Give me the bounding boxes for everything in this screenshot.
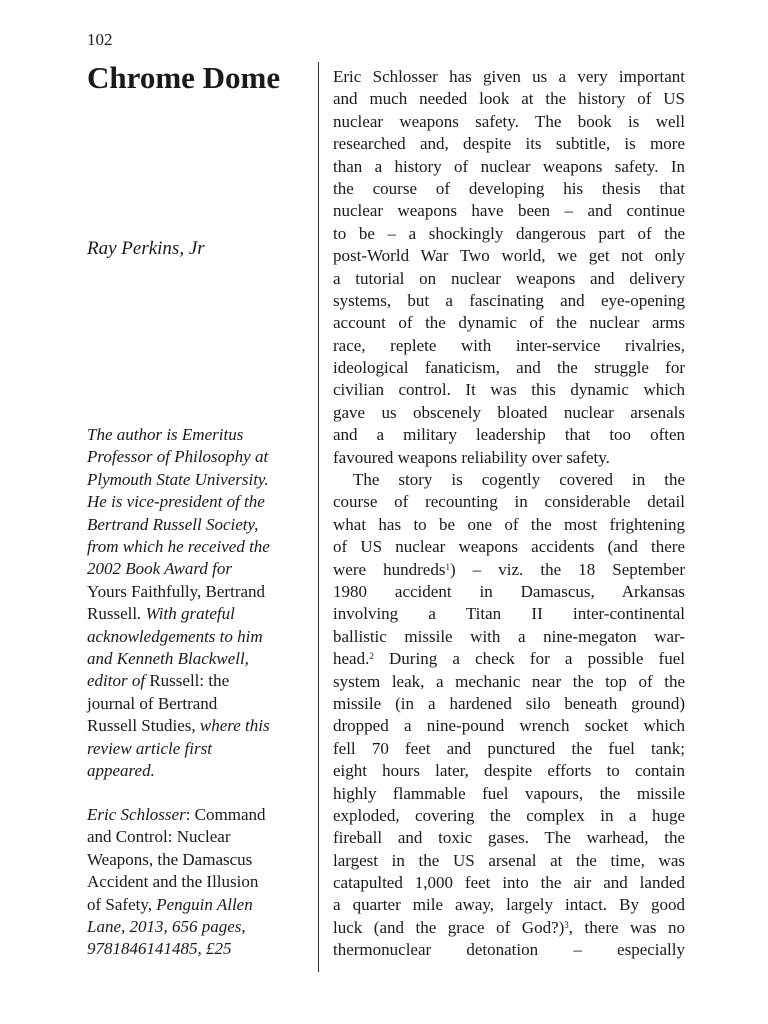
- citation-line: Accident and the Illusion: [87, 872, 259, 892]
- publisher: Penguin Allen: [152, 894, 253, 914]
- body-line: of US nuclear weapons accidents (and there: [333, 537, 685, 557]
- body-line: nuclear weapons safety. The book is well: [333, 111, 685, 131]
- bio-line: Professor of Philosophy at: [87, 447, 269, 467]
- citation-sep: :: [185, 805, 195, 824]
- body-line: course of recounting in considerable detail: [333, 492, 685, 512]
- book-citation: [87, 804, 313, 961]
- body-line: gave us obscenely bloated nuclear arsenals: [333, 402, 685, 422]
- bio-line: The author is Emeritus: [87, 425, 244, 444]
- footnote-ref[interactable]: 1: [445, 561, 450, 572]
- bio-line: journal of Bertrand: [87, 693, 218, 713]
- citation-line: [87, 894, 313, 916]
- page-number: 102: [87, 30, 113, 49]
- body-line: highly flammable fuel vapours, the missile: [333, 783, 685, 803]
- body-line: [333, 917, 685, 939]
- bio-line: from which he received the: [87, 537, 270, 557]
- bio-line: and Kenneth Blackwell,: [87, 649, 249, 669]
- bio-line: [87, 670, 313, 692]
- book-title: of Safety,: [87, 894, 152, 914]
- bio-line: 2002 Book Award for: [87, 559, 232, 579]
- author-name: Ray Perkins, Jr: [87, 238, 205, 259]
- body-line: ballistic missile with a nine-megaton war-: [333, 626, 685, 646]
- book-title: Russell: [87, 604, 138, 624]
- bio-line: He is vice-president of the: [87, 492, 265, 512]
- body-line: the course of developing his thesis that: [333, 178, 685, 198]
- bio-line: acknowledgements to him: [87, 626, 263, 646]
- body-text: , there was no: [568, 917, 685, 937]
- body-line: fell 70 feet and punctured the fuel tank;: [333, 738, 685, 758]
- body-line: a tutorial on nuclear weapons and delivery: [333, 268, 685, 288]
- body-line: system leak, a mechanic near the top of the: [333, 671, 685, 691]
- bio-text: , where this: [191, 716, 270, 736]
- body-line: eight hours later, despite efforts to contain: [333, 761, 685, 781]
- article-title: Chrome Dome: [87, 60, 281, 95]
- body-line: what has to be one of the most frightening: [333, 514, 685, 534]
- body-line: thermonuclear detonation – especially: [333, 940, 685, 960]
- body-text: During a check for a possible fuel: [373, 649, 685, 669]
- article-body: [333, 66, 685, 962]
- body-line: civilian control. It was this dynamic which: [333, 380, 685, 400]
- bio-text: . With grateful: [137, 604, 235, 624]
- body-line: to be – a shockingly dangerous part of the: [333, 223, 685, 243]
- body-line: post-World War Two world, we get not only: [333, 246, 685, 266]
- body-line: [333, 648, 685, 670]
- body-line: The story is cogently covered in the: [353, 470, 685, 490]
- bio-line: [87, 715, 313, 737]
- bio-text: Russell Studies: [87, 716, 192, 736]
- footnote-ref[interactable]: 2: [369, 651, 374, 662]
- body-line: race, replete with inter-service rivalries,: [333, 335, 685, 355]
- body-line: [333, 559, 685, 581]
- bio-line: appeared.: [87, 761, 155, 781]
- body-line: catapulted 1,000 feet into the air and landed: [333, 873, 685, 893]
- bio-line: Bertrand Russell Society,: [87, 514, 259, 534]
- body-line: dropped a nine-pound wrench socket which: [333, 716, 685, 736]
- citation-line: Weapons, the Damascus: [87, 849, 253, 869]
- body-line: than a history of nuclear weapons safety. In: [333, 156, 685, 176]
- citation-line: Lane, 2013, 656 pages,: [87, 917, 246, 937]
- body-line: 1980 accident in Damascus, Arkansas: [333, 581, 685, 601]
- bio-line: Plymouth State University.: [87, 469, 269, 489]
- body-text: luck (and the grace of God?): [333, 917, 565, 937]
- body-line: and much needed look at the history of US: [333, 89, 685, 109]
- bio-line: [87, 603, 313, 625]
- body-line: exploded, covering the complex in a huge: [333, 805, 685, 825]
- citation-line: 9781846141485, £25: [87, 939, 232, 959]
- citation-line: and Control: Nuclear: [87, 827, 231, 847]
- book-author: Eric Schlosser: [87, 805, 186, 824]
- body-line: account of the dynamic of the nuclear arms: [333, 313, 685, 333]
- body-line: Eric Schlosser has given us a very important: [333, 67, 685, 86]
- body-text: head.: [333, 649, 370, 669]
- body-text: ) – viz. the 18 September: [449, 559, 685, 579]
- body-line: a quarter mile away, largely intact. By good: [333, 895, 685, 915]
- bio-text: : the: [199, 671, 230, 691]
- body-line: systems, but a fascinating and eye-opening: [333, 290, 685, 310]
- journal-name: Russell: [145, 671, 200, 691]
- bio-line: Yours Faithfully, Bertrand: [87, 581, 266, 601]
- body-line: involving a Titan II inter-continental: [333, 604, 685, 624]
- book-title: Command: [194, 805, 266, 824]
- body-text: were hundreds: [333, 559, 446, 579]
- bio-text: editor of: [87, 671, 146, 691]
- body-line: researched and, despite its subtitle, is more: [333, 134, 685, 154]
- body-line: nuclear weapons have been – and continue: [333, 201, 685, 221]
- body-line: ideological fanaticism, and the struggle for: [333, 358, 685, 378]
- bio-line: review article first: [87, 738, 212, 758]
- body-line: missile (in a hardened silo beneath ground): [333, 693, 685, 713]
- body-line: favoured weapons reliability over safety.: [333, 447, 610, 467]
- body-line: largest in the US arsenal at the time, was: [333, 850, 685, 870]
- column-divider: [318, 62, 319, 972]
- author-bio: [87, 424, 313, 783]
- left-column: [87, 60, 309, 959]
- body-line: fireball and toxic gases. The warhead, the: [333, 828, 685, 848]
- body-line: and a military leadership that too often: [333, 425, 685, 445]
- footnote-ref[interactable]: 3: [564, 919, 569, 930]
- citation-line: [87, 804, 313, 826]
